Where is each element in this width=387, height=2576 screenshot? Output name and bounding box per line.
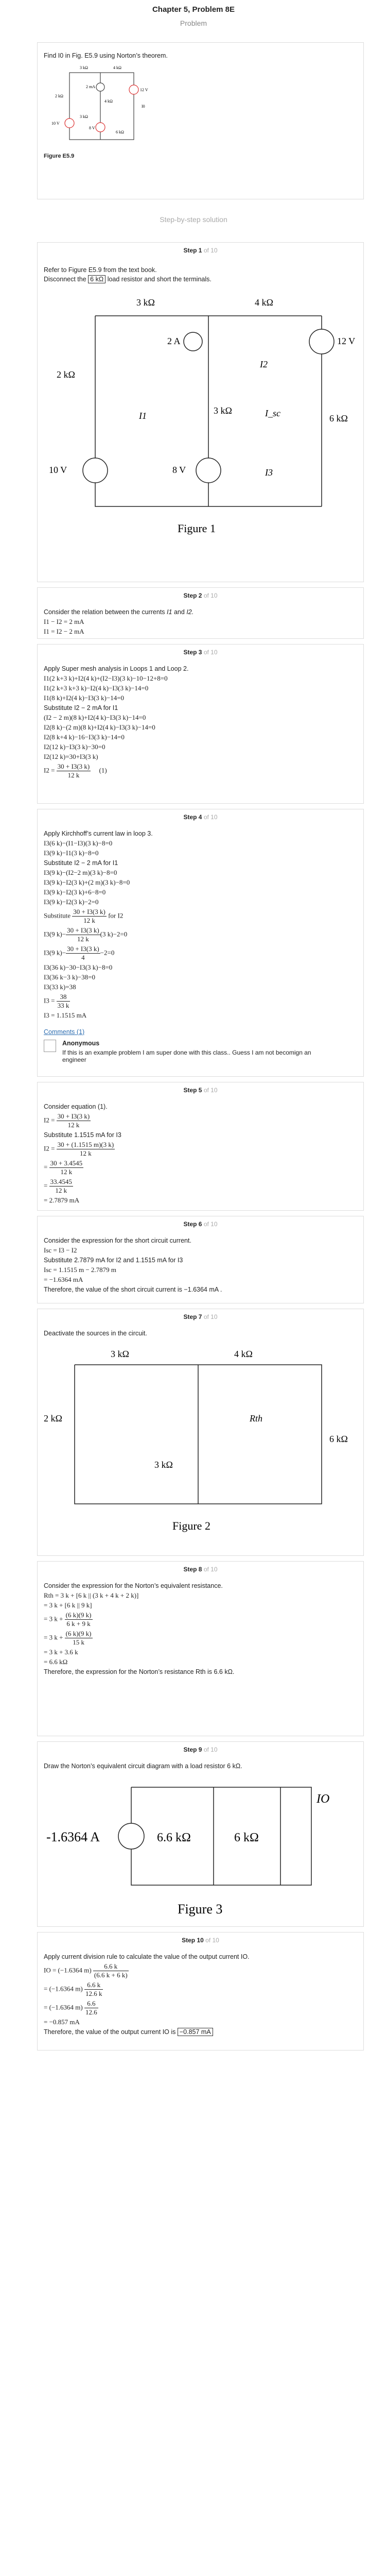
equation: I2(8 k)−(2 m)(8 k)+I2(4 k)−I3(3 k)−14=0: [44, 723, 155, 731]
step-panel: [37, 242, 364, 582]
denominator: 12.6 k: [85, 1990, 102, 1997]
comment-author: Anonymous: [62, 1040, 100, 1047]
numerator: 6.6 k: [93, 1962, 129, 1971]
r2-label: 4 kΩ: [234, 1349, 253, 1359]
equation: =: [44, 1163, 48, 1171]
fig-label: 3 kΩ: [80, 65, 88, 70]
equation: I2 =: [44, 1144, 55, 1153]
i3-label: I3: [265, 467, 273, 478]
equation: = 6.6 kΩ: [44, 1658, 68, 1666]
v2-label: 10 V: [49, 465, 67, 475]
equation: I3(36 k−3 k)−38=0: [44, 973, 95, 981]
problem-heading: Problem: [180, 19, 207, 27]
step-panel: [37, 1309, 364, 1556]
step-text: Disconnect the: [44, 276, 86, 283]
equation: = 3 k + 3.6 k: [44, 1648, 78, 1656]
r4-label: 3 kΩ: [214, 405, 232, 416]
i1-label: I1: [139, 411, 147, 421]
equation: I1(2 k+3 k)+I2(4 k)+(I2−I3)(3 k)−10−12+8=0: [44, 674, 168, 682]
step-count: of 10: [203, 814, 218, 821]
numerator: (6 k)(9 k): [65, 1611, 92, 1619]
comment-text: If this is an example problem I am super done with this class.. Guess I am not becomign an engineer: [62, 1049, 311, 1063]
equation: I3(9 k)−I1(3 k)−8=0: [44, 849, 99, 857]
numerator: 38: [57, 993, 71, 1002]
equation: I1(2 k+3 k+3 k)−I2(4 k)−I3(3 k)−14=0: [44, 684, 149, 692]
r5-label: 6 kΩ: [329, 413, 348, 423]
denominator: 4: [81, 954, 85, 961]
r2-label: 4 kΩ: [255, 297, 273, 308]
step-text: Consider the expression for the Norton’s equivalent resistance.: [44, 1582, 223, 1589]
r5-label: 6 kΩ: [329, 1434, 348, 1444]
step-text: Substitute I2 − 2 mA for I1: [44, 704, 118, 711]
equation: (I2 − 2 m)(8 k)+I2(4 k)−I3(3 k)−14=0: [44, 714, 146, 721]
step-title: Step 6: [183, 1221, 202, 1228]
step-text: Apply Kirchhoff’s current law in loop 3.: [44, 830, 153, 837]
fig-label: 3 kΩ: [80, 114, 88, 119]
figure-caption: Figure E5.9: [44, 153, 75, 159]
denominator: 12 k: [67, 1121, 80, 1129]
step-text: I1: [167, 608, 172, 616]
numerator: 30 + I3(3 k): [57, 762, 90, 770]
step-title: Step 3: [183, 649, 202, 656]
figure-caption: Figure 3: [178, 1902, 223, 1917]
comments-link[interactable]: Comments (1): [44, 1028, 85, 1036]
figure-3: [44, 1772, 353, 1921]
v3-label: 8 V: [172, 465, 186, 475]
step-text: Draw the Norton’s equivalent circuit diagram with a load resistor 6 kΩ.: [44, 1762, 242, 1770]
equation: = (−1.6364 m): [44, 1985, 83, 1993]
equation: I3(9 k)−I2(3 k)+(2 m)(3 k)−8=0: [44, 878, 130, 886]
denominator: 12.6: [85, 2008, 97, 2016]
denominator: 33 k: [57, 1002, 69, 1009]
step-panel: [37, 1082, 364, 1211]
step-text: Substitute 1.1515 mA for I3: [44, 1131, 121, 1139]
equation: = (−1.6364 m): [44, 2003, 83, 2011]
step-text: and: [173, 608, 185, 616]
equation: = 3 k +: [44, 1615, 63, 1623]
equation: I1(8 k)+I2(4 k)−I3(3 k)−14=0: [44, 694, 125, 702]
comment: [44, 1040, 357, 1063]
step-count: of 10: [203, 1221, 218, 1228]
equation: I3 =: [44, 996, 55, 1005]
step-text: Apply current division rule to calculate the value of the output current IO.: [44, 1953, 250, 1960]
source-label: -1.6364 A: [46, 1829, 100, 1844]
step-count: of 10: [203, 592, 218, 599]
step-text: Apply Super mesh analysis in Loops 1 and Loop 2.: [44, 665, 189, 672]
step-text: Substitute 2.7879 mA for I2 and 1.1515 mA for I3: [44, 1257, 183, 1264]
v1-label: 12 V: [337, 336, 356, 346]
step-title: Step 2: [183, 592, 202, 599]
step-text: Consider equation (1).: [44, 1103, 108, 1110]
step-text: Substitute I2 − 2 mA for I1: [44, 859, 118, 867]
eq-number: (1): [99, 766, 107, 774]
problem-figure: [49, 61, 152, 151]
isc-label: I_sc: [265, 408, 280, 418]
highlight: 6 kΩ: [88, 275, 105, 283]
equation: I3(9 k)−I2(3 k)+6−8=0: [44, 888, 106, 896]
equation: I3(33 k)=38: [44, 983, 76, 991]
step-text: Therefore, the expression for the Norton’s resistance Rth is 6.6 kΩ.: [44, 1668, 235, 1675]
step-panel: [37, 1216, 364, 1303]
step-title: Step 5: [183, 1087, 202, 1094]
step-count: of 10: [203, 1313, 218, 1320]
denominator: 15 k: [73, 1638, 84, 1646]
step-title: Step 4: [183, 814, 202, 821]
equation: = −0.857 mA: [44, 2018, 80, 2026]
numerator: 30 + I3(3 k): [73, 908, 105, 916]
denominator: 6 k + 9 k: [66, 1620, 91, 1628]
equation: I3(9 k)−: [44, 930, 66, 938]
fig-label: 12 V: [140, 88, 148, 92]
step-text: Substitute: [44, 911, 71, 920]
equation: I3(36 k)−30−I3(3 k)−8=0: [44, 963, 113, 971]
r1-label: 6.6 kΩ: [157, 1831, 191, 1844]
numerator: 30 + I3(3 k): [67, 945, 99, 953]
io-label: IO: [316, 1792, 330, 1806]
rth-label: Rth: [250, 1413, 262, 1423]
numerator: 30 + I3(3 k): [67, 926, 99, 934]
step-title: Step 1: [183, 247, 202, 254]
denominator: (6.6 k + 6 k): [94, 1971, 128, 1979]
step-count: of 10: [203, 649, 218, 656]
numerator: (6 k)(9 k): [65, 1630, 92, 1637]
equation: I3(9 k)−: [44, 948, 66, 957]
step-panel: [37, 1561, 364, 1736]
r4-label: 3 kΩ: [154, 1460, 173, 1470]
step-count: of 10: [203, 1746, 218, 1753]
fig-label: 8 V: [89, 126, 95, 130]
r3-label: 2 kΩ: [57, 369, 75, 380]
numerator: 30 + (1.1515 m)(3 k): [57, 1141, 114, 1148]
fig-label: 2 kΩ: [55, 94, 63, 98]
equation: I2 =: [44, 766, 55, 774]
equation: Isc = 1.1515 m − 2.7879 m: [44, 1266, 117, 1274]
denominator: 12 k: [83, 917, 95, 924]
equation: = 3 k +: [44, 1633, 63, 1641]
numerator: 30 + I3(3 k): [57, 1112, 90, 1120]
step-panel: [37, 644, 364, 804]
equation: Isc = I3 − I2: [44, 1246, 77, 1254]
step-panel: [37, 809, 364, 1077]
r1-label: 3 kΩ: [111, 1349, 129, 1359]
equation: I3(9 k)−(I2−2 m)(3 k)−8=0: [44, 869, 117, 876]
equation: Rth = 3 k + [6 k || (3 k + 4 k + 2 k)]: [44, 1591, 139, 1599]
step-text: I2.: [186, 608, 194, 616]
fig-label: 4 kΩ: [104, 99, 113, 104]
solution-heading: Step-by-step solution: [160, 215, 227, 224]
r1-label: 3 kΩ: [136, 297, 155, 308]
source-label: 2 A: [167, 336, 181, 346]
step-title: Step 7: [183, 1313, 202, 1320]
equation: = −1.6364 mA: [44, 1276, 83, 1283]
step-text: Consider the expression for the short circuit current.: [44, 1237, 191, 1244]
fig-label: 4 kΩ: [113, 65, 121, 70]
equation: I1 − I2 = 2 mA: [44, 618, 84, 625]
fig-label: I0: [142, 104, 145, 109]
final-answer: −0.857 mA: [178, 2028, 213, 2036]
numerator: 33.4545: [50, 1178, 72, 1185]
step-text: Therefore, the value of the output current IO is: [44, 2028, 176, 2036]
equation: I3(9 k)−I2(3 k)−2=0: [44, 898, 99, 906]
step-text: for I2: [108, 911, 124, 920]
step-text: Deactivate the sources in the circuit.: [44, 1330, 147, 1337]
denominator: 12 k: [67, 771, 80, 779]
equation: −2=0: [100, 948, 115, 957]
fig-label: 6 kΩ: [116, 130, 124, 134]
step-title: Step 8: [183, 1566, 202, 1573]
denominator: 12 k: [77, 935, 89, 943]
step-text: Refer to Figure E5.9 from the text book.: [44, 266, 157, 274]
equation: I2(8 k+4 k)−16−I3(3 k)−14=0: [44, 733, 125, 741]
equation: =: [44, 1181, 48, 1190]
numerator: 30 + 3.4545: [50, 1159, 83, 1167]
step-text: Consider the relation between the currents: [44, 608, 165, 616]
equation: I1 = I2 − 2 mA: [44, 628, 84, 635]
equation: I2(12 k)−I3(3 k)−30=0: [44, 743, 105, 751]
avatar: [44, 1040, 56, 1052]
equation: = 2.7879 mA: [44, 1196, 80, 1204]
figure-caption: Figure 1: [178, 522, 216, 535]
problem-text: Find I0 in Fig. E5.9 using Norton’s theorem.: [44, 52, 168, 59]
denominator: 12 k: [55, 1187, 67, 1194]
fig-label: 10 V: [51, 121, 60, 126]
r2-label: 6 kΩ: [234, 1831, 259, 1844]
problem-panel: [37, 42, 364, 199]
step-text: load resistor and short the terminals.: [107, 276, 212, 283]
denominator: 12 k: [80, 1149, 92, 1157]
figure-2: [44, 1339, 353, 1545]
step-count: of 10: [203, 247, 218, 254]
step-title: Step 10: [182, 1937, 204, 1944]
r3-label: 2 kΩ: [44, 1413, 62, 1423]
page-title: Chapter 5, Problem 8E: [152, 5, 235, 14]
step-panel: [37, 1741, 364, 1927]
step-panel: [37, 587, 364, 639]
step-count: of 10: [203, 1566, 218, 1573]
equation: I3 = 1.1515 mA: [44, 1011, 87, 1019]
denominator: 12 k: [60, 1168, 73, 1176]
step-count: of 10: [203, 1087, 218, 1094]
numerator: 6.6 k: [84, 1981, 103, 1990]
equation: I2 =: [44, 1116, 55, 1124]
i2-label: I2: [260, 359, 268, 369]
fig-label: 2 mA: [86, 84, 95, 89]
step-text: Therefore, the value of the short circuit current is −1.6364 mA .: [44, 1286, 222, 1293]
figure-1: [44, 285, 356, 553]
equation: = 3 k + [6 k || 9 k]: [44, 1601, 92, 1609]
step-title: Step 9: [183, 1746, 202, 1753]
numerator: 6.6: [84, 1999, 98, 2008]
figure-caption: Figure 2: [172, 1519, 210, 1532]
equation: I3(6 k)−(I1−I3)(3 k)−8=0: [44, 839, 113, 847]
step-count: of 10: [205, 1937, 219, 1944]
equation: (3 k)−2=0: [100, 930, 128, 938]
equation: IO = (−1.6364 m): [44, 1966, 92, 1974]
step-panel: [37, 1932, 364, 2050]
equation: I2(12 k)=30+I3(3 k): [44, 753, 98, 760]
